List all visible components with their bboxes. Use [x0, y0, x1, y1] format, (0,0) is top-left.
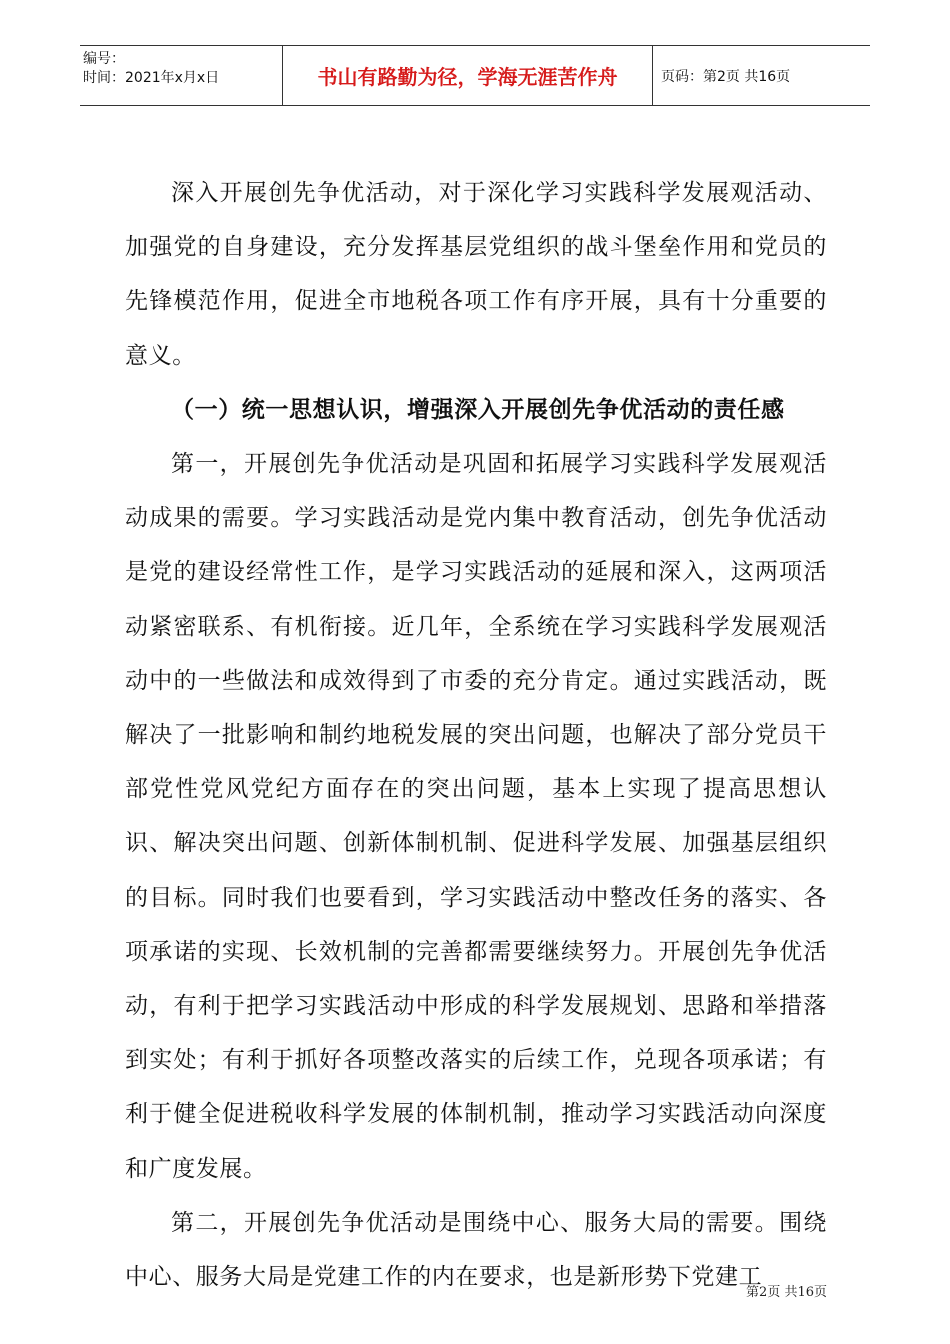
header-number-label: 编号： — [83, 51, 125, 67]
header-motto: 书山有路勤为径，学海无涯苦作舟 — [283, 46, 653, 105]
header-page-label: 页码：第2页 共16页 — [661, 68, 791, 85]
paragraph-first-point: 第一，开展创先争优活动是巩固和拓展学习实践科学发展观活动成果的需要。学习实践活动是党内集中教育活动，创先争优活动是党的建设经常性工作，是学习实践活动的延展和深入，这两项活动紧密联系、有机衔接。近几年，全系统在学习实践科学发展观活动中的一些做法和成效得到了市委的充分肯定。通过实践活动，既解决了一批影响和制约地税发展的突出问题，也解决了部分党员干部党性党风党纪方面存在的突出问题，基本上实现了提高思想认识、解决突出问题、创新体制机制、促进科学发展、加强基层组织的目标。同时我们也要看到，学习实践活动中整改任务的落实、各项承诺的实现、长效机制的完善都需要继续努力。开展创先争优活动，有利于把学习实践活动中形成的科学发展规划、思路和举措落到实处；有利于抓好各项整改落实的后续工作，兑现各项承诺；有利于健全促进税收科学发展的体制机制，推动学习实践活动向深度和广度发展。 — [125, 451, 827, 1182]
section-heading: （一）统一思想认识，增强深入开展创先争优活动的责任感 — [171, 396, 785, 423]
header-meta — [80, 46, 283, 105]
page-footer: 第2页 共16页 — [746, 1285, 827, 1300]
paragraph-intro: 深入开展创先争优活动，对于深化学习实践科学发展观活动、加强党的自身建设，充分发挥基层党组织的战斗堡垒作用和党员的先锋模范作用，促进全市地税各项工作有序开展，具有十分重要的意义。 — [125, 180, 827, 369]
paragraph-second-point: 第二，开展创先争优活动是围绕中心、服务大局的需要。围绕中心、服务大局是党建工作的内在要求，也是新形势下党建工 — [125, 1209, 827, 1291]
header-time-label: 时间：2021年x月x日 — [83, 70, 220, 86]
document-body — [125, 166, 827, 1304]
page-header — [80, 45, 870, 106]
